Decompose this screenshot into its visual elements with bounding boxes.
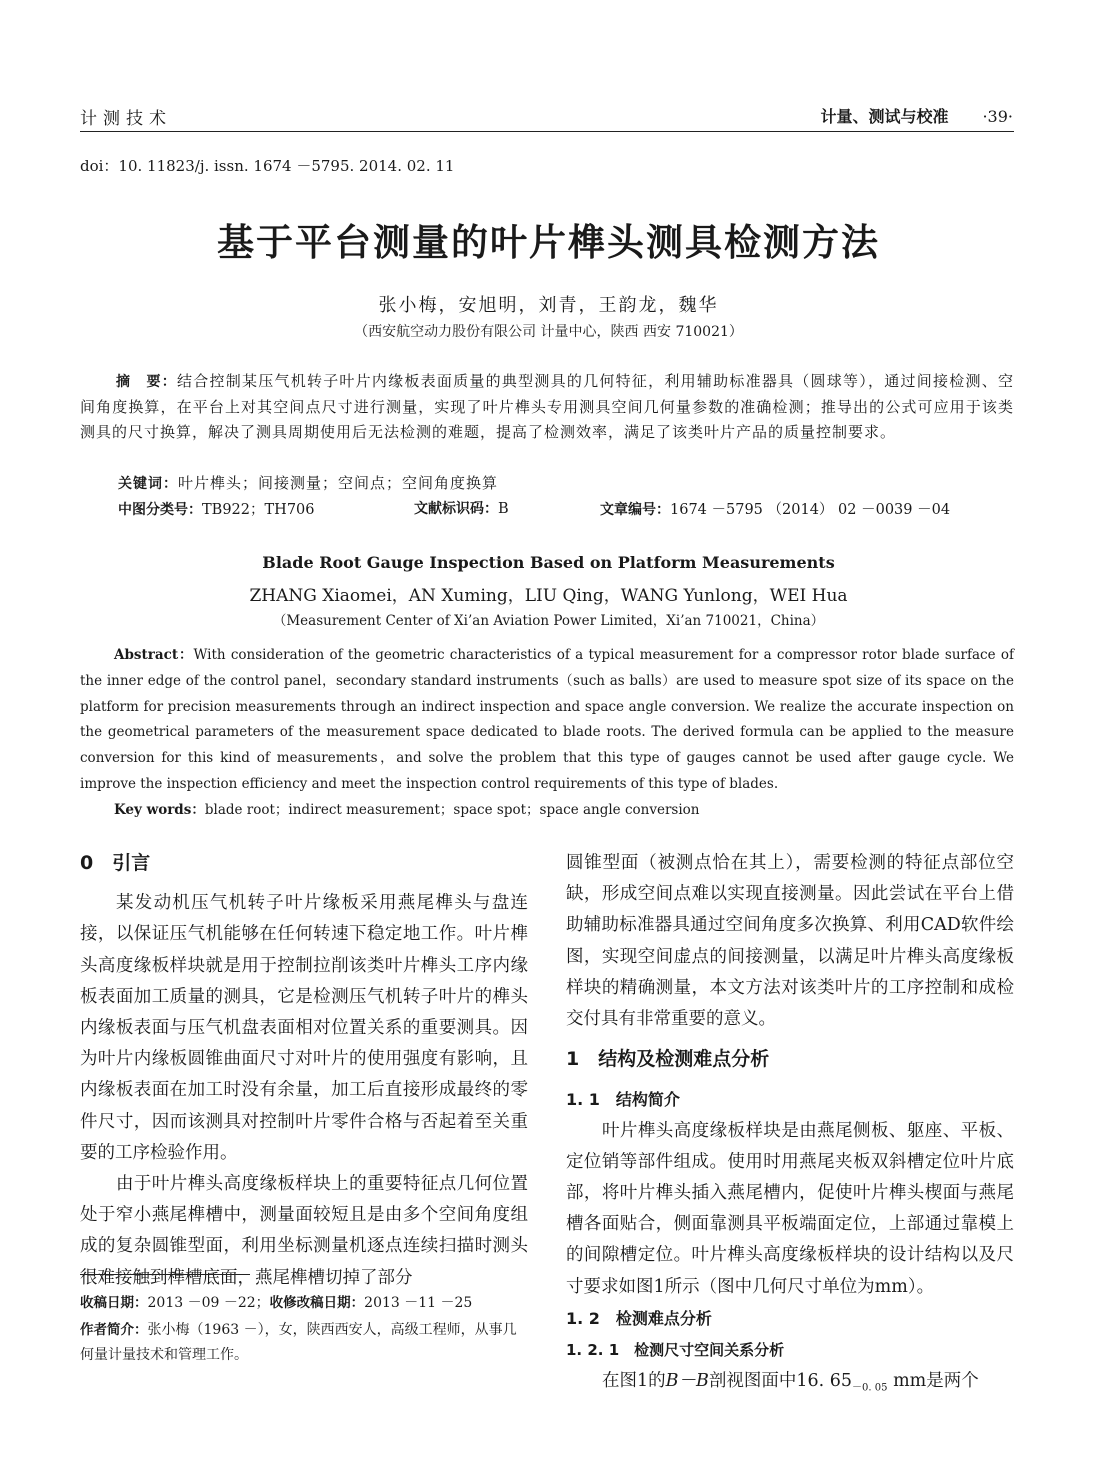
paper-title-en: Blade Root Gauge Inspection Based on Platform Measurements xyxy=(262,553,835,572)
section-1-2-1-heading xyxy=(566,1334,1014,1366)
keywords-cn xyxy=(118,472,498,493)
abstract-en-label: Abstract： xyxy=(114,647,194,663)
section-1-1-paragraph: 叶片榫头高度缘板样块是由燕尾侧板、躯座、平板、定位销等部件组成。使用时用燕尾夹板双斜槽定位叶片底部，将叶片榫头插入燕尾槽内，促使叶片榫头楔面与燕尾槽各面贴合，侧面靠测具平板端面定位，上部通过靠模上的间隙槽定位。叶片榫头高度缘板样块的设计结构以及尺寸要求如图1所示（图中几何尺寸单位为mm）。 xyxy=(566,1120,1014,1297)
section-1-2-1-heading-text: 1. 2. 1 检测尺寸空间关系分析 xyxy=(566,1341,785,1360)
keywords-en-label: Key words： xyxy=(114,802,205,818)
authors-cn: 张小梅，安旭明，刘青，王韵龙，魏华 xyxy=(378,295,719,316)
abstract-cn-text: 结合控制某压气机转子叶片内缘板表面质量的典型测具的几何特征，利用辅助标准器具（圆球等），通过间接检测、空间角度换算，在平台上对其空间点尺寸进行测量，实现了叶片榫头专用测具空间几何量参数的准确检测；推导出的公式可应用于该类测具的尺寸换算，解决了测具周期使用后无法检测的难题，提高了检测效率，满足了该类叶片产品的质量控制要求。 xyxy=(80,372,1014,441)
article-number xyxy=(600,498,950,519)
section-0-paragraph-1: 某发动机压气机转子叶片缘板采用燕尾榫头与盘连接，以保证压气机能够在任何转速下稳定地工作。叶片榫头高度缘板样块就是用于控制拉削该类叶片榫头工序内缘板表面加工质量的测具，它是检测压气机转子叶片的榫头内缘板表面与压气机盘表面相对位置关系的重要测具。因为叶片内缘板圆锥曲面尺寸对叶片的使用强度有影响，且内缘板表面在加工时没有余量，加工后直接形成最终的零件尺寸，因而该测具对控制叶片零件合格与否起着至关重要的工序检验作用。 xyxy=(80,893,528,1163)
footnote-author-bio xyxy=(80,1318,528,1368)
section-0-paragraph-2: 由于叶片榫头高度缘板样块上的重要特征点几何位置处于窄小燕尾榫槽中，测量面较短且是由多个空间角度组成的复杂圆锥型面，利用坐标测量机逐点连续扫描时测头很难接触到榫槽底面，燕尾榫槽切掉了部分 xyxy=(80,1174,528,1288)
author-bio-label: 作者简介： xyxy=(80,1322,148,1338)
affiliation-en: （Measurement Center of Xi’an Aviation Power Limited，Xi’an 710021，China） xyxy=(272,613,825,629)
sec121-text-b: 剖视图面中16. 65 xyxy=(708,1371,853,1392)
received-label: 收稿日期： xyxy=(80,1295,148,1311)
received-value: 2013 －09 －22； xyxy=(147,1295,270,1311)
article-label: 文章编号： xyxy=(600,502,670,518)
author-bio-value: 张小梅（1963 －），女，陕西西安人，高级工程师，从事几何量计量技术和管理工作。 xyxy=(80,1322,517,1363)
clc-label: 中图分类号： xyxy=(118,502,202,518)
revised-value: 2013 －11 －25 xyxy=(364,1295,473,1311)
body-right-column xyxy=(566,848,1014,1404)
section-0-paragraph-2-continued: 圆锥型面（被测点恰在其上），需要检测的特征点部位空缺，形成空间点难以实现直接测量。因此尝试在平台上借助辅助标准器具通过空间角度多次换算、利用CAD软件绘图，实现空间虚点的间接测量，以满足叶片榫头高度缘板样块的精确测量，本文方法对该类叶片的工序控制和成检交付具有非常重要的意义。 xyxy=(566,853,1014,1030)
abstract-cn xyxy=(80,369,1014,444)
document-code xyxy=(414,498,509,518)
running-header-journal: 计测技术 xyxy=(80,109,172,129)
section-1-2-1-paragraph xyxy=(566,1366,1014,1404)
abstract-cn-label: 摘 要： xyxy=(116,374,177,390)
body-left-column xyxy=(80,848,528,1294)
page-number: ·39· xyxy=(982,107,1013,126)
sec121-tolerance: －0. 05 xyxy=(852,1382,888,1394)
doi-line: doi：10. 11823/j. issn. 1674 －5795. 2014. 02. 11 xyxy=(80,157,455,175)
footnote-dates xyxy=(80,1291,528,1316)
revised-label: 收修改稿日期： xyxy=(269,1295,365,1311)
doc-value: B xyxy=(498,501,509,517)
section-0-heading: 0 引言 xyxy=(80,852,151,874)
authors-en: ZHANG Xiaomei，AN Xuming，LIU Qing，WANG Yunlong，WEI Hua xyxy=(249,586,848,606)
running-header-section: 计量、测试与校准 xyxy=(820,107,949,126)
sec121-section-label: B－B xyxy=(665,1371,709,1392)
paper-title-cn: 基于平台测量的叶片榫头测具检测方法 xyxy=(217,221,880,264)
clc-value: TB922；TH706 xyxy=(202,502,315,518)
footnote-rule xyxy=(80,1274,250,1275)
section-1-1-heading: 1. 1 结构简介 xyxy=(566,1090,680,1110)
affiliation-cn: （西安航空动力股份有限公司 计量中心，陕西 西安 710021） xyxy=(354,324,743,340)
header-rule xyxy=(80,131,1014,132)
section-1-heading: 1 结构及检测难点分析 xyxy=(566,1048,770,1071)
sec121-text-a: 在图1的 xyxy=(602,1371,666,1392)
keywords-cn-label: 关键词： xyxy=(118,476,178,492)
sec121-text-c: mm是两个 xyxy=(887,1371,979,1392)
keywords-en xyxy=(114,798,699,818)
clc-code xyxy=(118,498,315,519)
article-value: 1674 －5795 （2014） 02 －0039 －04 xyxy=(670,502,951,518)
abstract-en-text: With consideration of the geometric characteristics of a typical measurement for a compressor rotor blade surface of the inner edge of the control panel，secondary standard instruments（such as balls）are used to measure spot size of its space on the platform for precision measurements through an indirect inspection and space angle conversion. We realize the accurate inspection on the geometrical parameters of the measurement space dedicated to blade roots. The derived formula can be applied to the measure conversion for this kind of measurements，and solve the problem that this type of gauges cannot be used after gauge cycle. We improve the inspection efficiency and meet the inspection control requirements of this type of blades. xyxy=(80,647,1014,792)
doc-label: 文献标识码： xyxy=(414,501,498,517)
keywords-cn-text: 叶片榫头；间接测量；空间点；空间角度换算 xyxy=(178,474,499,492)
section-1-2-heading: 1. 2 检测难点分析 xyxy=(566,1308,712,1328)
running-header-right xyxy=(820,104,1013,127)
keywords-en-text: blade root；indirect measurement；space spot；space angle conversion xyxy=(204,802,700,818)
abstract-en xyxy=(80,643,1014,798)
